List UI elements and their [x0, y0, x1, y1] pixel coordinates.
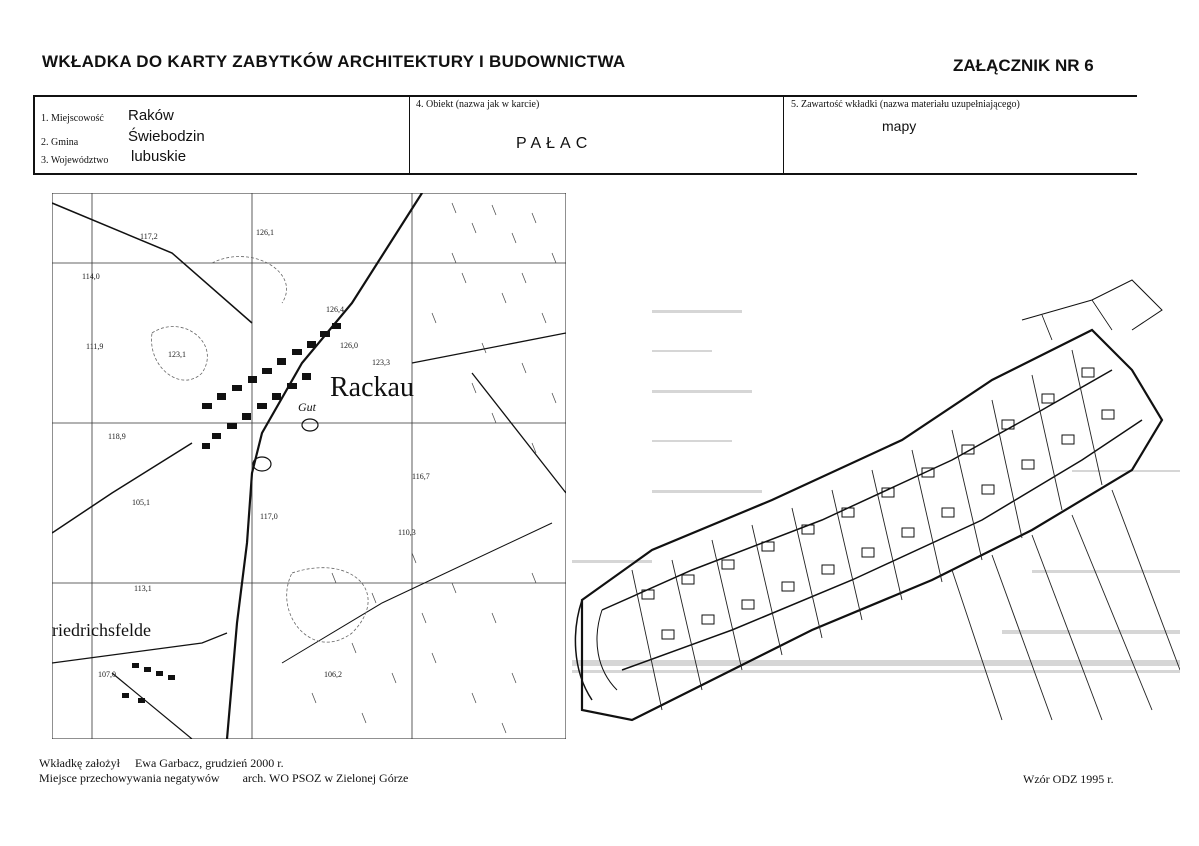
- height-label: 106,2: [324, 670, 342, 679]
- height-label: 113,1: [134, 584, 152, 593]
- info-box: [33, 95, 1137, 175]
- height-label: 126,1: [256, 228, 274, 237]
- place-name-gut: Gut: [298, 400, 316, 414]
- height-label: 114,0: [82, 272, 100, 281]
- locality-value: Raków: [128, 107, 174, 124]
- divider: [409, 97, 410, 173]
- voivodeship-label: 3. Województwo: [41, 155, 109, 166]
- height-label: 111,9: [86, 342, 104, 351]
- height-label: 123,1: [168, 350, 186, 359]
- divider: [783, 97, 784, 173]
- voivodeship-value: lubuskie: [131, 148, 187, 165]
- topographic-map-drawing: [52, 193, 566, 739]
- place-name-rackau: Rackau: [330, 372, 414, 403]
- contents-label: 5. Zawartość wkładki (nazwa materiału uzupełniającego): [791, 99, 1020, 110]
- height-label: 117,0: [260, 512, 278, 521]
- object-value: PAŁAC: [516, 135, 593, 152]
- form-title: WKŁADKA DO KARTY ZABYTKÓW ARCHITEKTURY I BUDOWNICTWA: [42, 52, 626, 71]
- place-name-friedrichsfelde: riedrichsfelde: [52, 620, 151, 640]
- annex-number: ZAŁĄCZNIK NR 6: [953, 56, 1094, 75]
- height-label: 126,0: [340, 341, 358, 350]
- height-label: 117,2: [140, 232, 158, 241]
- height-label: 107,0: [98, 670, 116, 679]
- height-label: 126,4: [326, 305, 344, 314]
- height-label: 123,3: [372, 358, 390, 367]
- cadastral-map: [572, 270, 1180, 736]
- height-label: 118,9: [108, 432, 126, 441]
- commune-label: 2. Gmina: [41, 137, 79, 148]
- template-version: Wzór ODZ 1995 r.: [1023, 772, 1114, 786]
- contents-value: mapy: [882, 118, 917, 134]
- object-label: 4. Obiekt (nazwa jak w karcie): [416, 99, 540, 110]
- topographic-map: [52, 193, 566, 739]
- author-value: Ewa Garbacz, grudzień 2000 r.: [134, 756, 284, 770]
- author-label: Wkładkę założył: [39, 756, 120, 770]
- footer-author: [39, 756, 284, 771]
- footer-negatives: [39, 771, 408, 786]
- height-label: 110,3: [398, 528, 416, 537]
- height-label: 105,1: [132, 498, 150, 507]
- locality-label: 1. Miejscowość: [41, 113, 104, 124]
- negatives-label: Miejsce przechowywania negatywów: [39, 771, 220, 785]
- negatives-value: arch. WO PSOZ w Zielonej Górze: [242, 771, 409, 785]
- cadastral-map-drawing: [572, 270, 1180, 736]
- height-label: 116,7: [412, 472, 430, 481]
- commune-value: Świebodzin: [128, 128, 205, 145]
